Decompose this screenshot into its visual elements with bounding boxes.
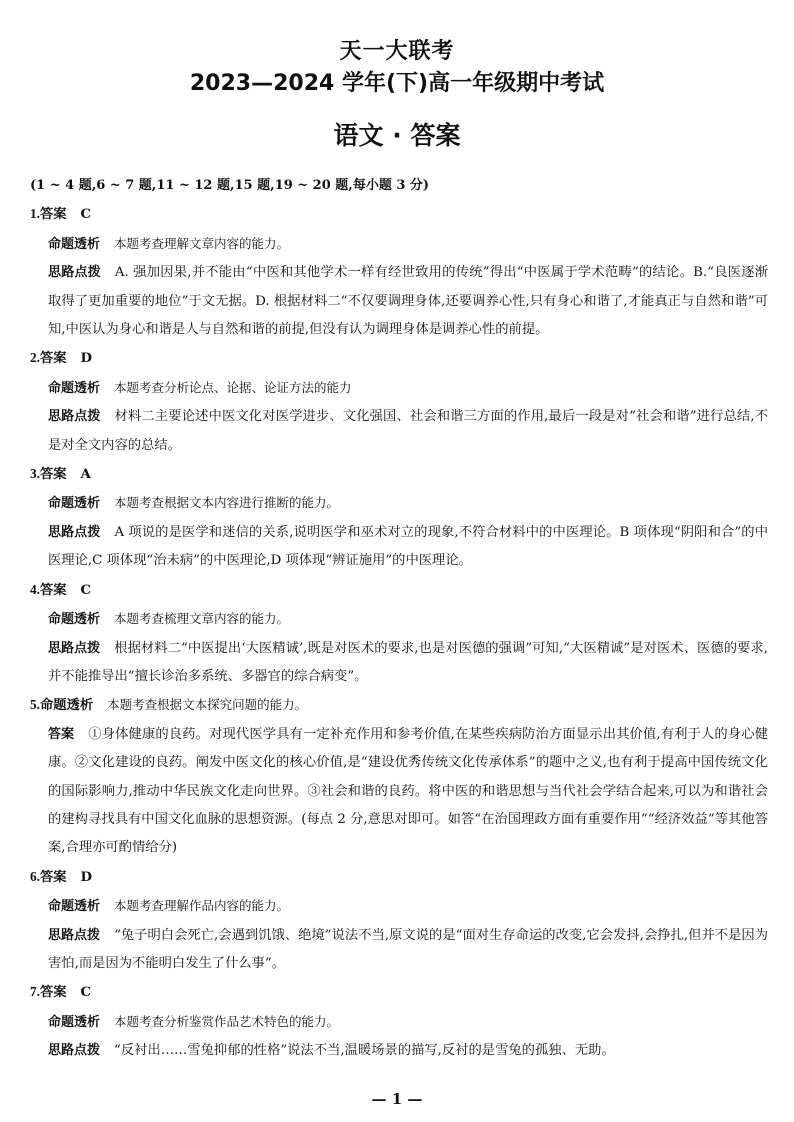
hint-label: 思路点拨 bbox=[48, 524, 101, 540]
question-3-hint bbox=[30, 519, 768, 576]
intent-label: 命题透析 bbox=[48, 899, 101, 915]
exam-name: 2023—2024 学年(下)高一年级期中考试 bbox=[189, 71, 605, 96]
question-number: 3. bbox=[30, 466, 40, 482]
answer-content bbox=[30, 172, 768, 1066]
question-6-intent bbox=[30, 892, 768, 921]
question-1-header bbox=[30, 200, 768, 229]
answer-value: D bbox=[80, 869, 92, 885]
question-7-hint bbox=[30, 1037, 768, 1065]
question-6-header bbox=[30, 863, 768, 892]
hint-text: 材料二主要论述中医文化对医学进步、文化强国、社会和谐三方面的作用,最后一段是对“社会和谐”进行总结,不是对全文内容的总结。 bbox=[48, 409, 768, 453]
intent-text: 本题考查理解作品内容的能力。 bbox=[114, 898, 290, 914]
answer-value: C bbox=[80, 207, 92, 223]
question-5-header bbox=[30, 691, 768, 720]
question-number: 6. bbox=[30, 868, 40, 884]
hint-text: “兔子明白会死亡,会遇到饥饿、绝境”说法不当,原文说的是“面对生存命运的改变,它会发抖,会挣扎,但并不是因为害怕,而是因为不能明白发生了什么事”。 bbox=[48, 927, 768, 971]
question-7-intent bbox=[30, 1008, 768, 1037]
intent-label: 命题透析 bbox=[39, 698, 94, 714]
question-number: 2. bbox=[30, 350, 40, 366]
intent-text: 本题考查分析论点、论据、论证方法的能力 bbox=[114, 379, 352, 395]
question-2-intent bbox=[30, 374, 768, 403]
intent-label: 命题透析 bbox=[48, 1014, 101, 1030]
intent-label: 命题透析 bbox=[48, 380, 101, 396]
hint-label: 思路点拨 bbox=[48, 265, 101, 281]
question-2-header bbox=[30, 344, 768, 373]
intent-label: 命题透析 bbox=[48, 496, 101, 512]
question-number: 7. bbox=[30, 984, 40, 1000]
question-number: 5. bbox=[30, 697, 40, 713]
hint-text: 根据材料二“中医提出‘大医精诚’,既是对医术的要求,也是对医德的强调”可知,“大医精诚”是对医术、医德的要求,并不能推导出“擅长诊治多系统、多器官的综合病变”。 bbox=[48, 640, 768, 684]
answer-label: 答案 bbox=[39, 582, 67, 598]
question-6-hint bbox=[30, 922, 768, 979]
answer-label: 答案 bbox=[48, 726, 75, 742]
intent-text: 本题考查根据文本探究问题的能力。 bbox=[107, 697, 308, 713]
intent-text: 本题考查根据文本内容进行推断的能力。 bbox=[114, 495, 340, 511]
question-3-intent bbox=[30, 489, 768, 518]
page-number: — 1 — bbox=[371, 1090, 423, 1108]
answer-value: C bbox=[80, 985, 92, 1001]
exam-org-title: 天一大联考 bbox=[339, 39, 455, 64]
intent-text: 本题考查分析鉴赏作品艺术特色的能力。 bbox=[114, 1013, 340, 1029]
question-5-answer bbox=[30, 721, 768, 863]
hint-text: A 项说的是医学和迷信的关系,说明医学和巫术对立的现象,不符合材料中的中医理论。B 项体现“阴阳和合”的中医理论,C 项体现“治未病”的中医理论,D 项体现“辨证施用”的中医理论。 bbox=[48, 524, 768, 569]
intent-text: 本题考查梳理文章内容的能力。 bbox=[114, 611, 290, 627]
scoring-scope-note: (1 ~ 4 题,6 ~ 7 题,11 ~ 12 题,15 题,19 ~ 20 题,每小题 3 分) bbox=[30, 178, 430, 193]
question-1-intent bbox=[30, 230, 768, 259]
intent-text: 本题考查理解文章内容的能力。 bbox=[114, 235, 290, 251]
hint-label: 思路点拨 bbox=[48, 640, 101, 656]
question-4-hint bbox=[30, 635, 768, 692]
hint-label: 思路点拨 bbox=[48, 927, 101, 943]
intent-label: 命题透析 bbox=[48, 612, 101, 628]
question-4-header bbox=[30, 576, 768, 605]
question-1-hint bbox=[30, 259, 768, 344]
question-3-header bbox=[30, 460, 768, 489]
question-2-hint bbox=[30, 403, 768, 460]
answer-value: A bbox=[80, 467, 91, 483]
hint-text: A. 强加因果,并不能由“中医和其他学术一样有经世致用的传统”得出“中医属于学术范畴”的结论。B.“良医逐渐取得了更加重要的地位”于文无据。D. 根据材料二“不仅要调理身体,还要调养心性,只有身心和谐了,才能真正与自然和谐”可知,中医认为身心和谐是人与自然和谐的前提,但没有认为调理身体是调养心性的前提。 bbox=[48, 265, 768, 338]
answer-label: 答案 bbox=[39, 351, 67, 367]
answer-label: 答案 bbox=[39, 467, 67, 483]
hint-text: “反衬出……雪兔抑郁的性格”说法不当,温暖场景的描写,反衬的是雪兔的孤独、无助。 bbox=[114, 1043, 615, 1059]
intent-label: 命题透析 bbox=[48, 236, 101, 252]
answer-label: 答案 bbox=[39, 985, 67, 1001]
answer-label: 答案 bbox=[39, 869, 67, 885]
hint-label: 思路点拨 bbox=[48, 1043, 101, 1059]
question-number: 4. bbox=[30, 581, 40, 597]
answer-label: 答案 bbox=[39, 207, 67, 223]
question-4-intent bbox=[30, 605, 768, 634]
answer-value: D bbox=[80, 351, 92, 367]
hint-label: 思路点拨 bbox=[48, 409, 101, 425]
answer-text: ①身体健康的良药。对现代医学具有一定补充作用和参考价值,在某些疾病防治方面显示出其价值,有利于人的身心健康。②文化建设的良药。阐发中医文化的核心价值,是“建设优秀传统文化传承体系”的题中之义,也有利于提高中国传统文化的国际影响力,推动中华民族文化走向世界。③社会和谐的良药。将中医的和谐思想与当代社会学结合起来,可以为和谐社会的建构寻找具有中国文化血脉的思想资源。(每点 2 分,意思对即可。如答“在治国理政方面有重要作用”“经济效益”等其他答案,合理亦可酌情给分) bbox=[48, 726, 768, 856]
subject-title: 语文 · 答案 bbox=[333, 121, 461, 150]
question-number: 1. bbox=[30, 206, 40, 222]
answer-value: C bbox=[80, 582, 92, 598]
question-7-header bbox=[30, 978, 768, 1007]
